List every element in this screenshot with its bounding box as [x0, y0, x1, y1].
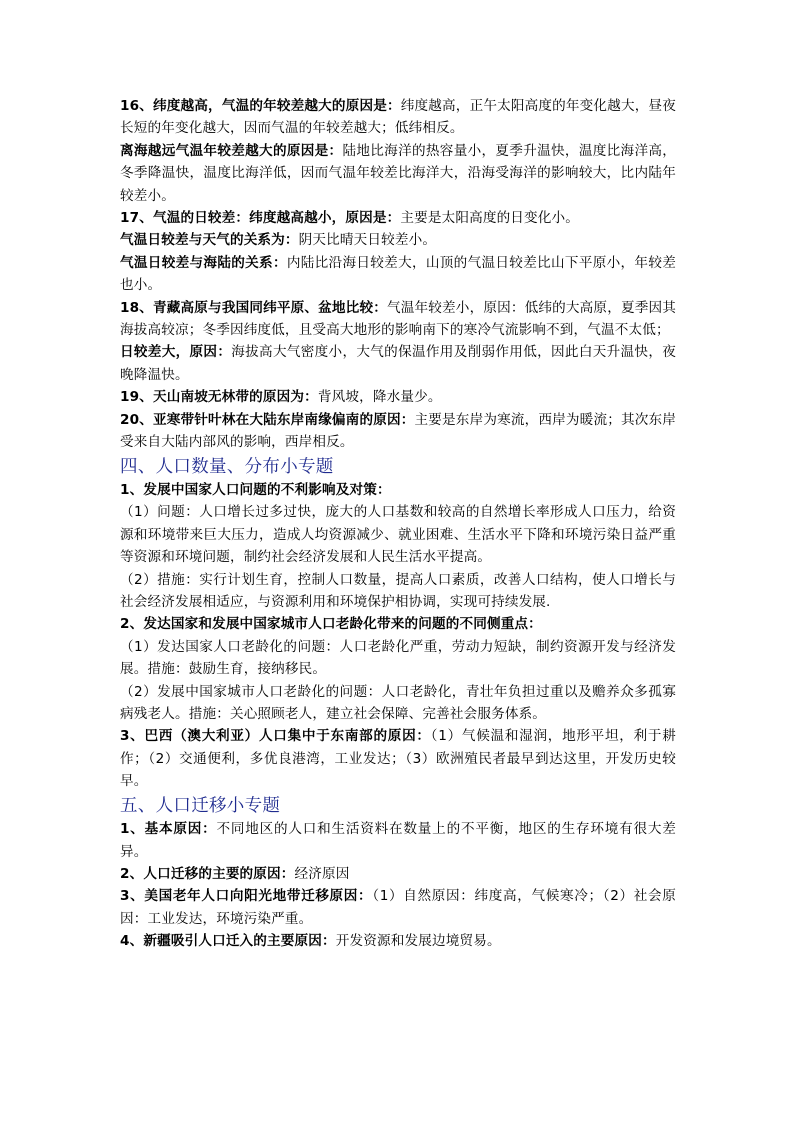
- paragraph-text: 主要是东岸为寒流，西岸为暖流；其次东岸受来自大陆内部风的影响，西岸相反。: [120, 411, 676, 451]
- section-heading-migration: 五、人口迁移小专题: [120, 795, 281, 816]
- paragraph-text: （1）气候温和湿润，地形平坦，利于耕作；（2）交通便利，多优良港湾，工业发达；（3）欧洲殖民者最早到达这里，开发历史较早。: [120, 728, 676, 790]
- paragraph-lead: 日较差大，原因：: [120, 344, 232, 361]
- paragraph-text: 主要是太阳高度的日变化小。: [400, 210, 580, 227]
- paragraph-lead: 3、美国老年人口向阳光地带迁移原因：: [120, 888, 373, 905]
- paragraph-population-1-title: [120, 479, 676, 501]
- paragraph-lead: 17、气温的日较差：纬度越高越小，原因是：: [120, 210, 401, 227]
- paragraph-18-qinghai-tibet: [120, 297, 676, 342]
- paragraph-lead: 3、巴西（澳大利亚）人口集中于东南部的原因：: [120, 728, 431, 745]
- paragraph-text: （1）问题：人口增长过多过快，庞大的人口基数和较高的自然增长率形成人口压力，给资源和环境带来巨大压力，造成人均资源减少、就业困难、生活水平下降和环境污染日益严重等资源和环境问题，制约社会经济发展和人民生活水平提高。: [120, 504, 676, 566]
- paragraph-text: （2）措施：实行计划生育，控制人口数量，提高人口素质，改善人口结构，使人口增长与社会经济发展相适应，与资源利用和环境保护相协调，实现可持续发展.: [120, 571, 676, 611]
- paragraph-population-2-developing: [120, 681, 676, 726]
- paragraph-text: 经济原因: [294, 866, 350, 882]
- paragraph-population-2-developed: [120, 636, 676, 681]
- paragraph-text: 纬度越高，正午太阳高度的年变化越大，昼夜长短的年变化越大，因而气温的年较差越大；低纬相反。: [120, 98, 676, 137]
- paragraph-lead: 18、青藏高原与我国同纬平原、盆地比较：: [120, 299, 387, 316]
- paragraph-20-taiga: [120, 409, 676, 454]
- paragraph-migration-3: [120, 885, 676, 930]
- paragraph-annual-range-distance-from-sea: [120, 140, 676, 207]
- paragraph-17-daily-range: [120, 207, 676, 229]
- paragraph-daily-range-large: [120, 341, 676, 386]
- paragraph-lead: 2、人口迁移的主要的原因：: [120, 866, 295, 882]
- paragraph-16-annual-range-latitude: [120, 95, 676, 140]
- paragraph-lead: 20、亚寒带针叶林在大陆东岸南缘偏南的原因：: [120, 411, 415, 428]
- paragraph-text: （1）自然原因：纬度高，气候寒冷；（2）社会原因：工业发达，环境污染严重。: [120, 888, 676, 927]
- paragraph-population-1-measures: [120, 569, 676, 614]
- paragraph-19-tianshan: [120, 386, 676, 408]
- paragraph-lead: 4、新疆吸引人口迁入的主要原因：: [120, 933, 336, 950]
- paragraph-migration-1: [120, 818, 676, 863]
- document-page: [120, 95, 676, 953]
- paragraph-daily-range-land-sea: [120, 252, 676, 297]
- paragraph-text: 开发资源和发展边境贸易。: [335, 933, 501, 950]
- paragraph-lead: 1、发展中国家人口问题的不利影响及对策：: [120, 482, 391, 498]
- paragraph-migration-4: [120, 930, 676, 952]
- paragraph-text: 陆地比海洋的热容量小，夏季升温快，温度比海洋高，冬季降温快，温度比海洋低，因而气温年较差比海洋大，沿海受海洋的影响较大，比内陆年较差小。: [120, 142, 676, 204]
- paragraph-text: 不同地区的人口和生活资料在数量上的不平衡，地区的生存环境有很大差异。: [120, 821, 676, 860]
- paragraph-text: 内陆比沿海日较差大，山顶的气温日较差比山下平原小，年较差也小。: [120, 254, 676, 294]
- paragraph-text: 背风坡，降水量少。: [317, 389, 442, 406]
- paragraph-text: 海拔高大气密度小，大气的保温作用及削弱作用低，因此白天升温快，夜晚降温快。: [120, 344, 676, 383]
- paragraph-lead: 离海越远气温年较差越大的原因是：: [120, 142, 343, 159]
- paragraph-population-1-problems: [120, 501, 676, 568]
- paragraph-population-2-title: [120, 613, 676, 635]
- paragraph-lead: 16、纬度越高，气温的年较差越大的原因是：: [120, 98, 401, 114]
- paragraph-lead: 2、发达国家和发展中国家城市人口老龄化带来的问题的不同侧重点：: [120, 616, 542, 633]
- paragraph-lead: 气温日较差与天气的关系为：: [120, 232, 299, 249]
- section-heading-population: 四、人口数量、分布小专题: [120, 456, 334, 477]
- paragraph-daily-range-weather: [120, 229, 676, 251]
- paragraph-lead: 1、基本原因：: [120, 821, 217, 838]
- paragraph-lead: 19、天山南坡无林带的原因为：: [120, 389, 318, 406]
- paragraph-text: （1）发达国家人口老龄化的问题：人口老龄化严重，劳动力短缺，制约资源开发与经济发展。措施：鼓励生育，接纳移民。: [120, 638, 676, 678]
- paragraph-population-3-brazil: [120, 725, 676, 792]
- paragraph-text: 气温年较差小，原因：低纬的大高原，夏季因其海拔高较凉；冬季因纬度低，且受高大地形的影响南下的寒冷气流影响不到，气温不太低；: [120, 299, 676, 339]
- paragraph-migration-2: [120, 863, 676, 885]
- paragraph-text: 阴天比晴天日较差小。: [298, 232, 437, 249]
- paragraph-lead: 气温日较差与海陆的关系：: [120, 254, 287, 271]
- paragraph-text: （2）发展中国家城市人口老龄化的问题：人口老龄化，青壮年负担过重以及赡养众多孤寡病残老人。措施：关心照顾老人，建立社会保障、完善社会服务体系。: [120, 683, 676, 723]
